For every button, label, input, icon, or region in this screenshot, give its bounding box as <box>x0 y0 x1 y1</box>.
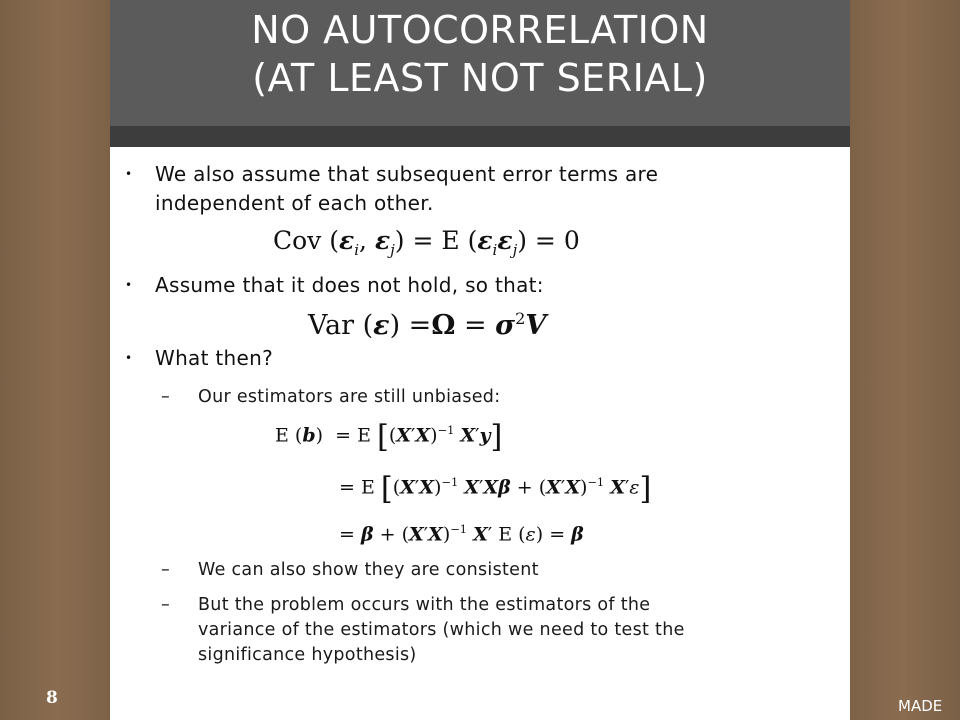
title-line-2: (AT LEAST NOT SERIAL) <box>252 56 708 100</box>
footer-brand: MADE <box>898 697 943 715</box>
sub-bullet-2 <box>161 558 539 583</box>
bullet-1-line-1: We also assume that subsequent error terms are <box>155 162 659 186</box>
bullet-marker: • <box>125 351 133 365</box>
bullet-2 <box>125 271 544 300</box>
equation-expectation-line-2: = E [$(X'X)^{-1}$ $X'X\beta + (X'X)^{-1}$ X′ε] <box>339 472 652 507</box>
bullet-2-text: Assume that it does not hold, so that: <box>155 273 544 297</box>
equation-expectation-line-1: E (b) = E [$(X'X)^{-1}$ X′y] <box>275 420 503 455</box>
bullet-marker: • <box>125 278 133 292</box>
sub-bullet-2-text: We can also show they are consistent <box>198 560 539 580</box>
sub-bullet-marker: – <box>161 560 171 580</box>
sub-bullet-1-text: Our estimators are still unbiased: <box>198 387 501 407</box>
bullet-1 <box>125 160 659 218</box>
title-line-1: NO AUTOCORRELATION <box>251 8 709 52</box>
slide <box>110 0 850 720</box>
sub-bullet-3-line-2: variance of the estimators (which we need to test the <box>198 620 685 640</box>
equation-covariance: Cov ($\varepsilon_i$, $\varepsilon_j) = E$ $(\varepsilon_i\varepsilon_j) = 0$ <box>273 226 580 259</box>
sub-bullet-1 <box>161 385 501 410</box>
sub-bullet-marker: – <box>161 387 171 407</box>
sub-bullet-marker: – <box>161 595 171 615</box>
sub-bullet-3-line-1: But the problem occurs with the estimators of the <box>198 595 651 615</box>
bullet-1-line-2: independent of each other. <box>155 191 434 215</box>
sub-bullet-3 <box>161 593 685 668</box>
bullet-3-text: What then? <box>155 346 274 370</box>
page-number: 8 <box>46 688 58 708</box>
slide-content <box>110 0 850 720</box>
bullet-3 <box>125 344 274 373</box>
sub-bullet-3-line-3: significance hypothesis) <box>198 645 417 665</box>
bullet-marker: • <box>125 167 133 181</box>
equation-variance: Var $(\varepsilon) =\Omega = \sigma^2V$ <box>308 309 547 341</box>
equation-expectation-line-3: = $\beta + (X'X)^{-1}$ X′ E (ε) = β <box>339 522 584 546</box>
